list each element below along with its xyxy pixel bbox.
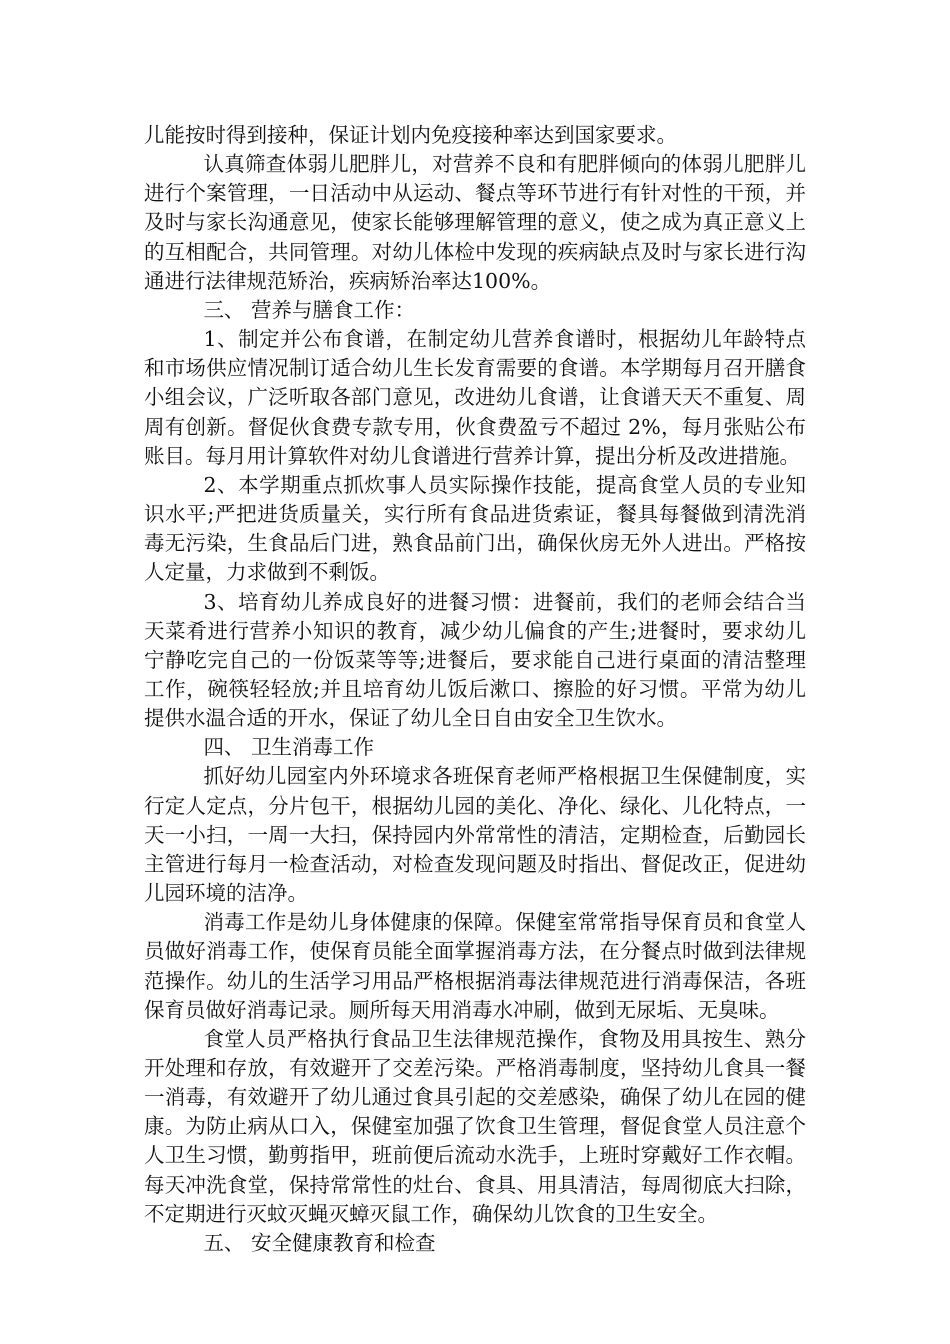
paragraph-menu: 1、制定并公布食谱，在制定幼儿营养食谱时，根据幼儿年龄特点和市场供应情况制订适合幼儿生长发育需要的食谱。本学期每月召开膳食小组会议，广泛听取各部门意见，改进幼儿食谱，让食谱天天不重复、周周有创新。督促伙食费专款专用，伙食费盈亏不超过 2%，每月张贴公布账目。每月用计算软件对幼儿食谱进行营养计算，提出分析及改进措施。 (144, 327, 806, 468)
paragraph-kitchen-staff: 2、本学期重点抓炊事人员实际操作技能，提高食堂人员的专业知识水平;严把进货质量关，实行所有食品进货索证，餐具每餐做到清洗消毒无污染，生食品后门进，熟食品前门出，确保伙房无外人进出。严格按人定量，力求做到不剩饭。 (144, 472, 806, 585)
paragraph-immunization-end: 儿能按时得到接种，保证计划内免疫接种率达到国家要求。 (144, 123, 677, 147)
document-body (144, 121, 806, 1258)
paragraph-canteen: 食堂人员严格执行食品卫生法律规范操作，食物及用具按生、熟分开处理和存放，有效避开了交差污染。严格消毒制度，坚持幼儿食具一餐一消毒，有效避开了幼儿通过食具引起的交差感染，确保了幼儿在园的健康。为防止病从口入，保健室加强了饮食卫生管理，督促食堂人员注意个人卫生习惯，勤剪指甲，班前便后流动水洗手，上班时穿戴好工作衣帽。每天冲洗食堂，保持常常性的灶台、食具、用具清洁，每周彻底大扫除，不定期进行灭蚊灭蝇灭蟑灭鼠工作，确保幼儿饮食的卫生安全。 (144, 1026, 806, 1226)
paragraph-environment: 抓好幼儿园室内外环境求各班保育老师严格根据卫生保健制度，实行定人定点，分片包干，根据幼儿园的美化、净化、绿化、儿化特点，一天一小扫，一周一大扫，保持园内外常常性的清洁，定期检查，后勤园长主管进行每月一检查活动，对检查发现问题及时指出、督促改正，促进幼儿园环境的洁净。 (144, 764, 806, 906)
section-heading-nutrition: 三、 营养与膳食工作： (203, 297, 415, 322)
section-heading-hygiene: 四、 卫生消毒工作 (203, 735, 374, 760)
paragraph-weak-obese-children: 认真筛查体弱儿肥胖儿，对营养不良和有肥胖倾向的体弱儿肥胖儿进行个案管理，一日活动中从运动、餐点等环节进行有针对性的干预，并及时与家长沟通意见，使家长能够理解管理的意义，使之成为真正意义上的互相配合，共同管理。对幼儿体检中发现的疾病缺点及时与家长进行沟通进行法律规范矫治，疾病矫治率达100%。 (144, 152, 806, 293)
paragraph-disinfection: 消毒工作是幼儿身体健康的保障。保健室常常指导保育员和食堂人员做好消毒工作，使保育员能全面掌握消毒方法，在分餐点时做到法律规范操作。幼儿的生活学习用品严格根据消毒法律规范进行消毒保洁，各班保育员做好消毒记录。厕所每天用消毒水冲刷，做到无尿垢、无臭味。 (144, 910, 806, 1022)
paragraph-eating-habits: 3、培育幼儿养成良好的进餐习惯：进餐前，我们的老师会结合当天菜肴进行营养小知识的教育，减少幼儿偏食的产生;进餐时，要求幼儿宁静吃完自己的一份饭菜等等;进餐后，要求能自己进行桌面的清洁整理工作，碗筷轻轻放;并且培育幼儿饭后漱口、擦脸的好习惯。平常为幼儿提供水温合适的开水，保证了幼儿全日自由安全卫生饮水。 (144, 589, 806, 731)
section-heading-safety: 五、 安全健康教育和检查 (203, 1230, 436, 1255)
